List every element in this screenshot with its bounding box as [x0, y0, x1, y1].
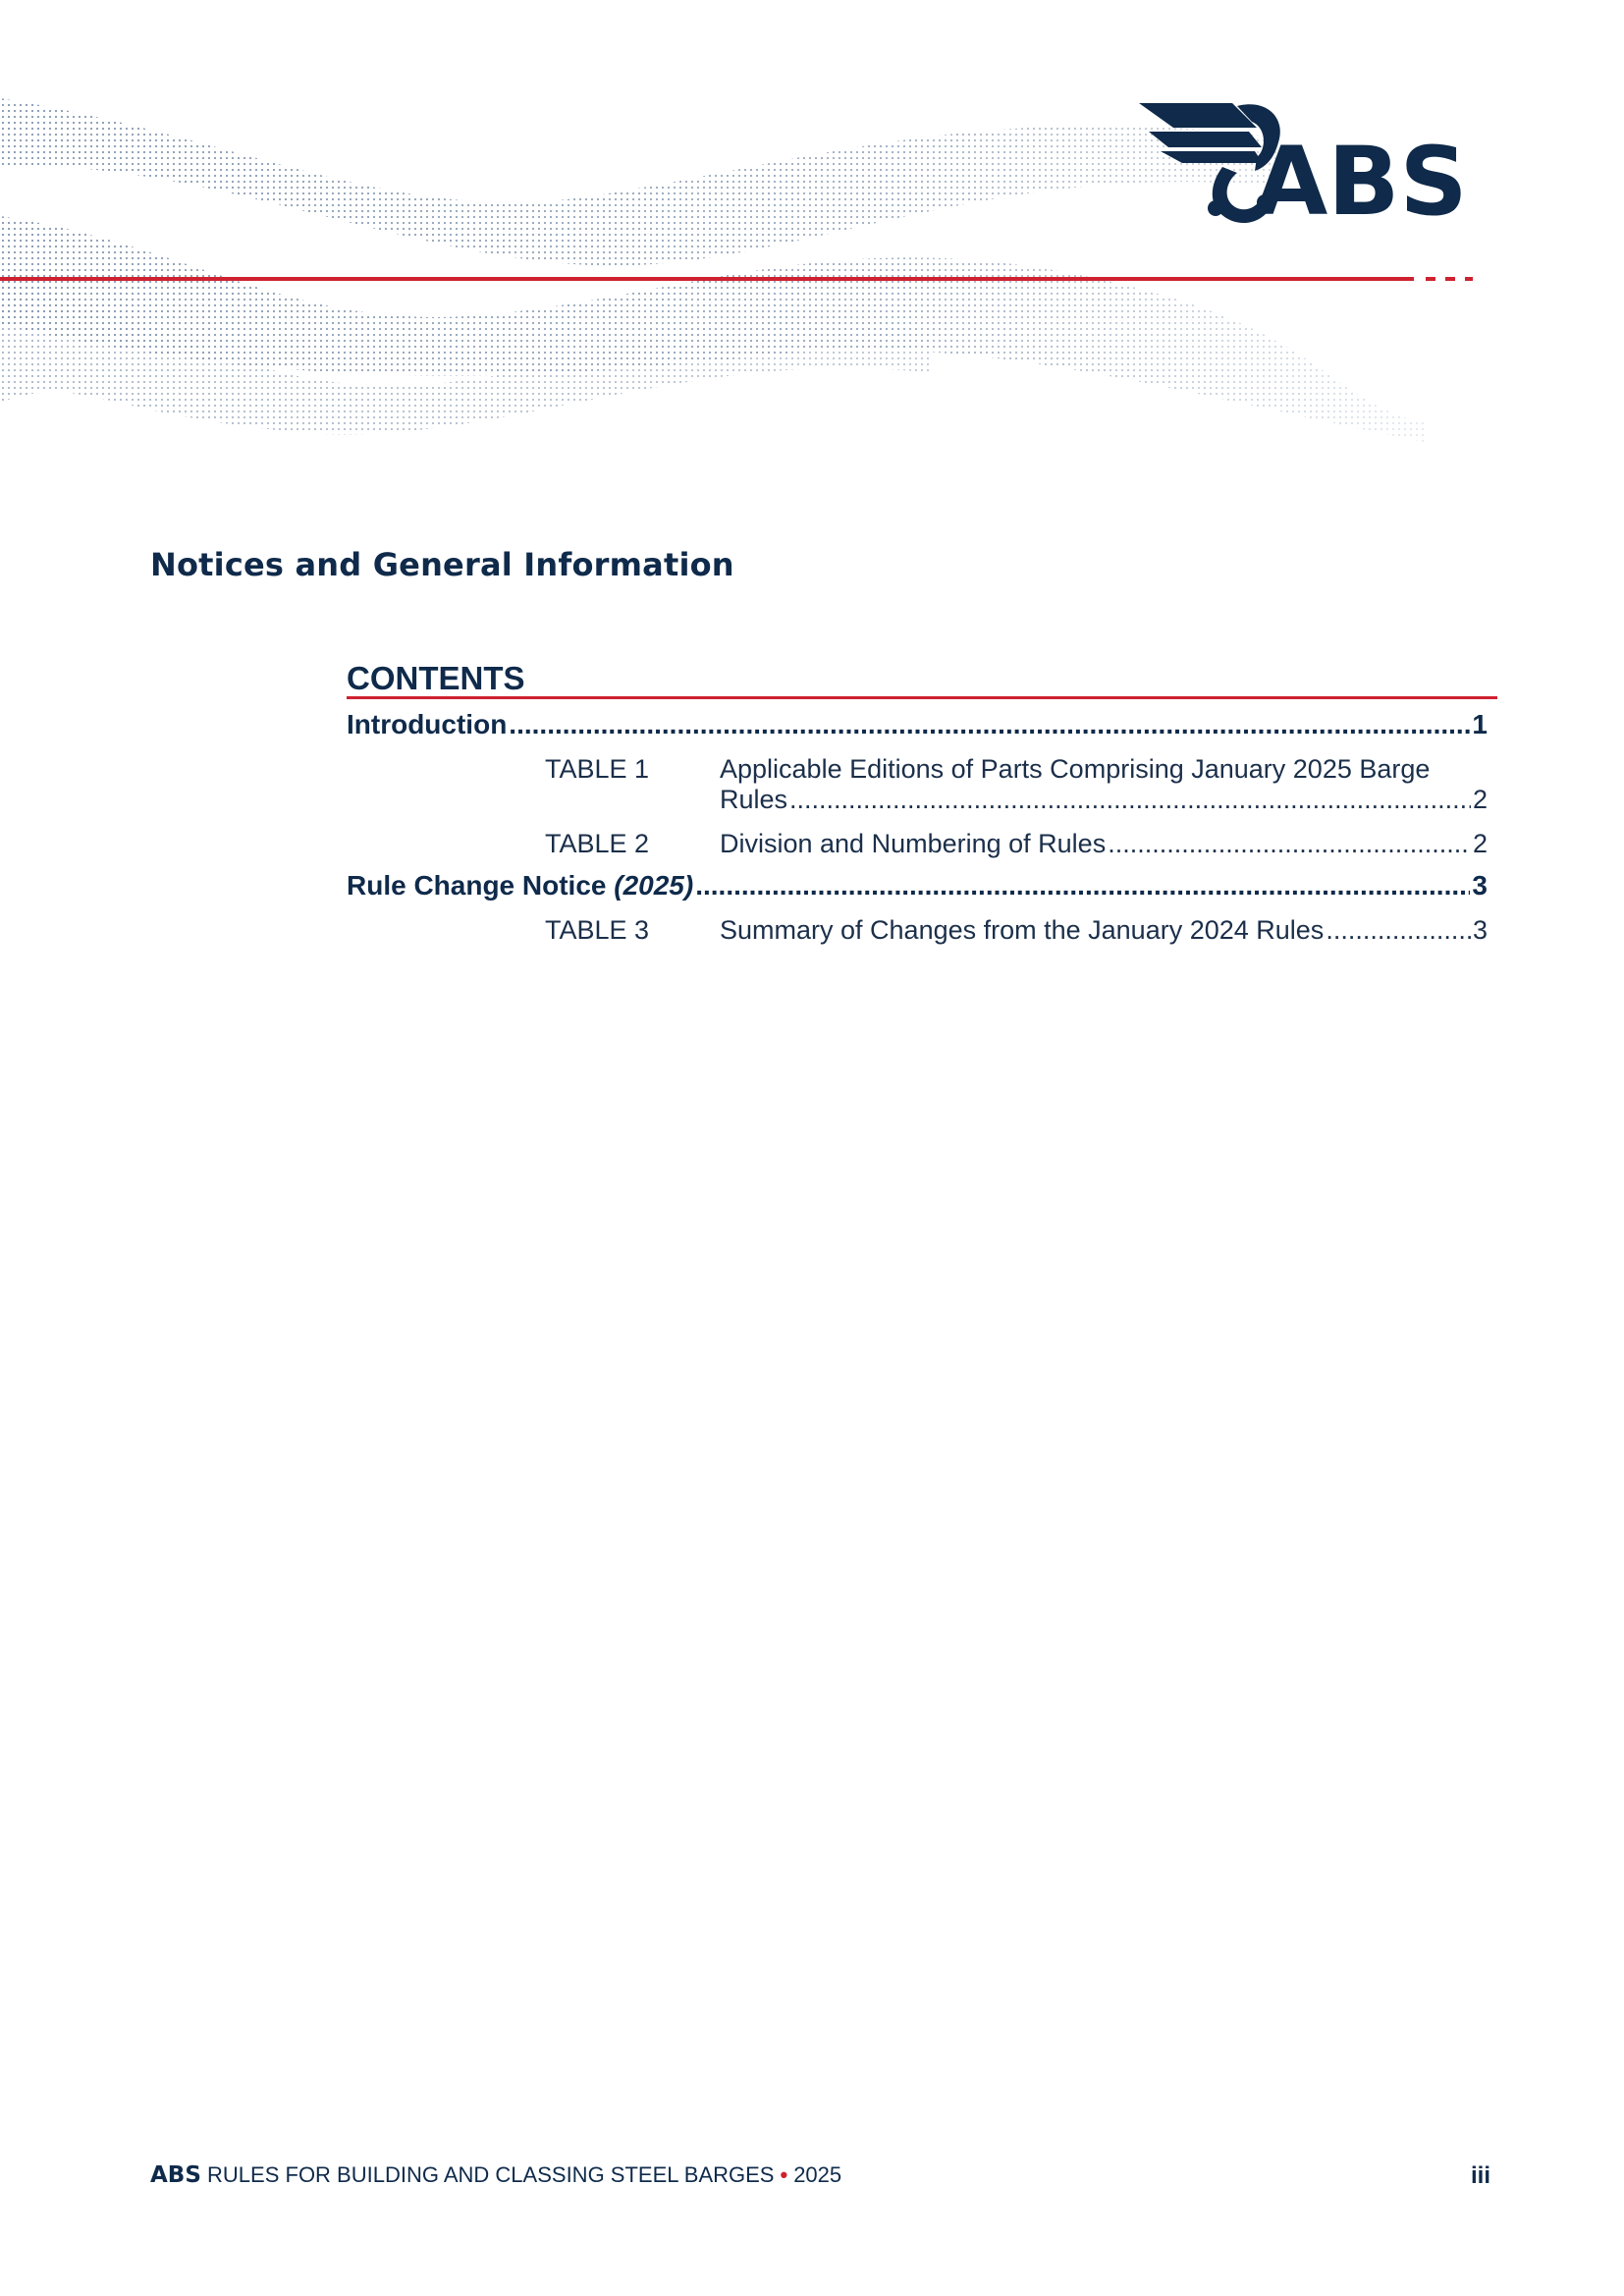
logo-wordmark: ABS	[1255, 127, 1468, 231]
toc-entry-title: Summary of Changes from the January 2024 Rules	[720, 915, 1325, 945]
contents-heading: CONTENTS	[347, 660, 525, 696]
toc-entry-table-1[interactable]	[347, 754, 1488, 823]
contents-divider	[347, 696, 1497, 699]
toc-entry-page: 3	[1472, 870, 1488, 901]
toc-entry-table-2[interactable]	[347, 829, 1488, 862]
toc-entry-title: Introduction	[347, 709, 508, 739]
footer-document-title: RULES FOR BUILDING AND CLASSING STEEL BARGES	[207, 2162, 775, 2187]
toc-entry-title	[347, 870, 693, 902]
footer-brand: ABS	[150, 2162, 201, 2188]
toc-leader-dots	[1108, 829, 1471, 859]
toc-entry-title-text: Rule Change Notice	[347, 870, 615, 901]
toc-entry-introduction[interactable]	[347, 709, 1488, 740]
section-title: Notices and General Information	[150, 546, 734, 583]
footer-year: 2025	[793, 2162, 842, 2187]
toc-entry-page: 2	[1472, 785, 1488, 814]
toc-table-label: TABLE 1	[545, 754, 650, 784]
toc-leader-dots	[509, 709, 1470, 740]
toc-entry-title-cont: Rules	[720, 785, 788, 814]
abs-logo	[1139, 98, 1483, 231]
toc-entry-table-3[interactable]	[347, 915, 1488, 949]
footer-page-number: iii	[1470, 2162, 1490, 2189]
toc-entry-rule-change-notice[interactable]	[347, 870, 1488, 902]
toc-entry-title: Applicable Editions of Parts Comprising January 2025 Barge	[720, 754, 1431, 784]
footer-separator: •	[780, 2162, 788, 2187]
toc-table-label: TABLE 3	[545, 915, 650, 945]
toc-leader-dots	[789, 785, 1471, 815]
toc-entry-page: 1	[1472, 709, 1488, 739]
toc-table-label: TABLE 2	[545, 829, 650, 858]
toc-leader-dots	[695, 870, 1470, 902]
toc-leader-dots	[1326, 915, 1471, 946]
page-footer	[150, 2162, 1490, 2196]
toc-entry-title: Division and Numbering of Rules	[720, 829, 1107, 858]
toc-entry-page: 2	[1472, 829, 1488, 858]
toc-entry-title-year: (2025)	[614, 870, 694, 901]
toc-entry-page: 3	[1472, 915, 1488, 945]
